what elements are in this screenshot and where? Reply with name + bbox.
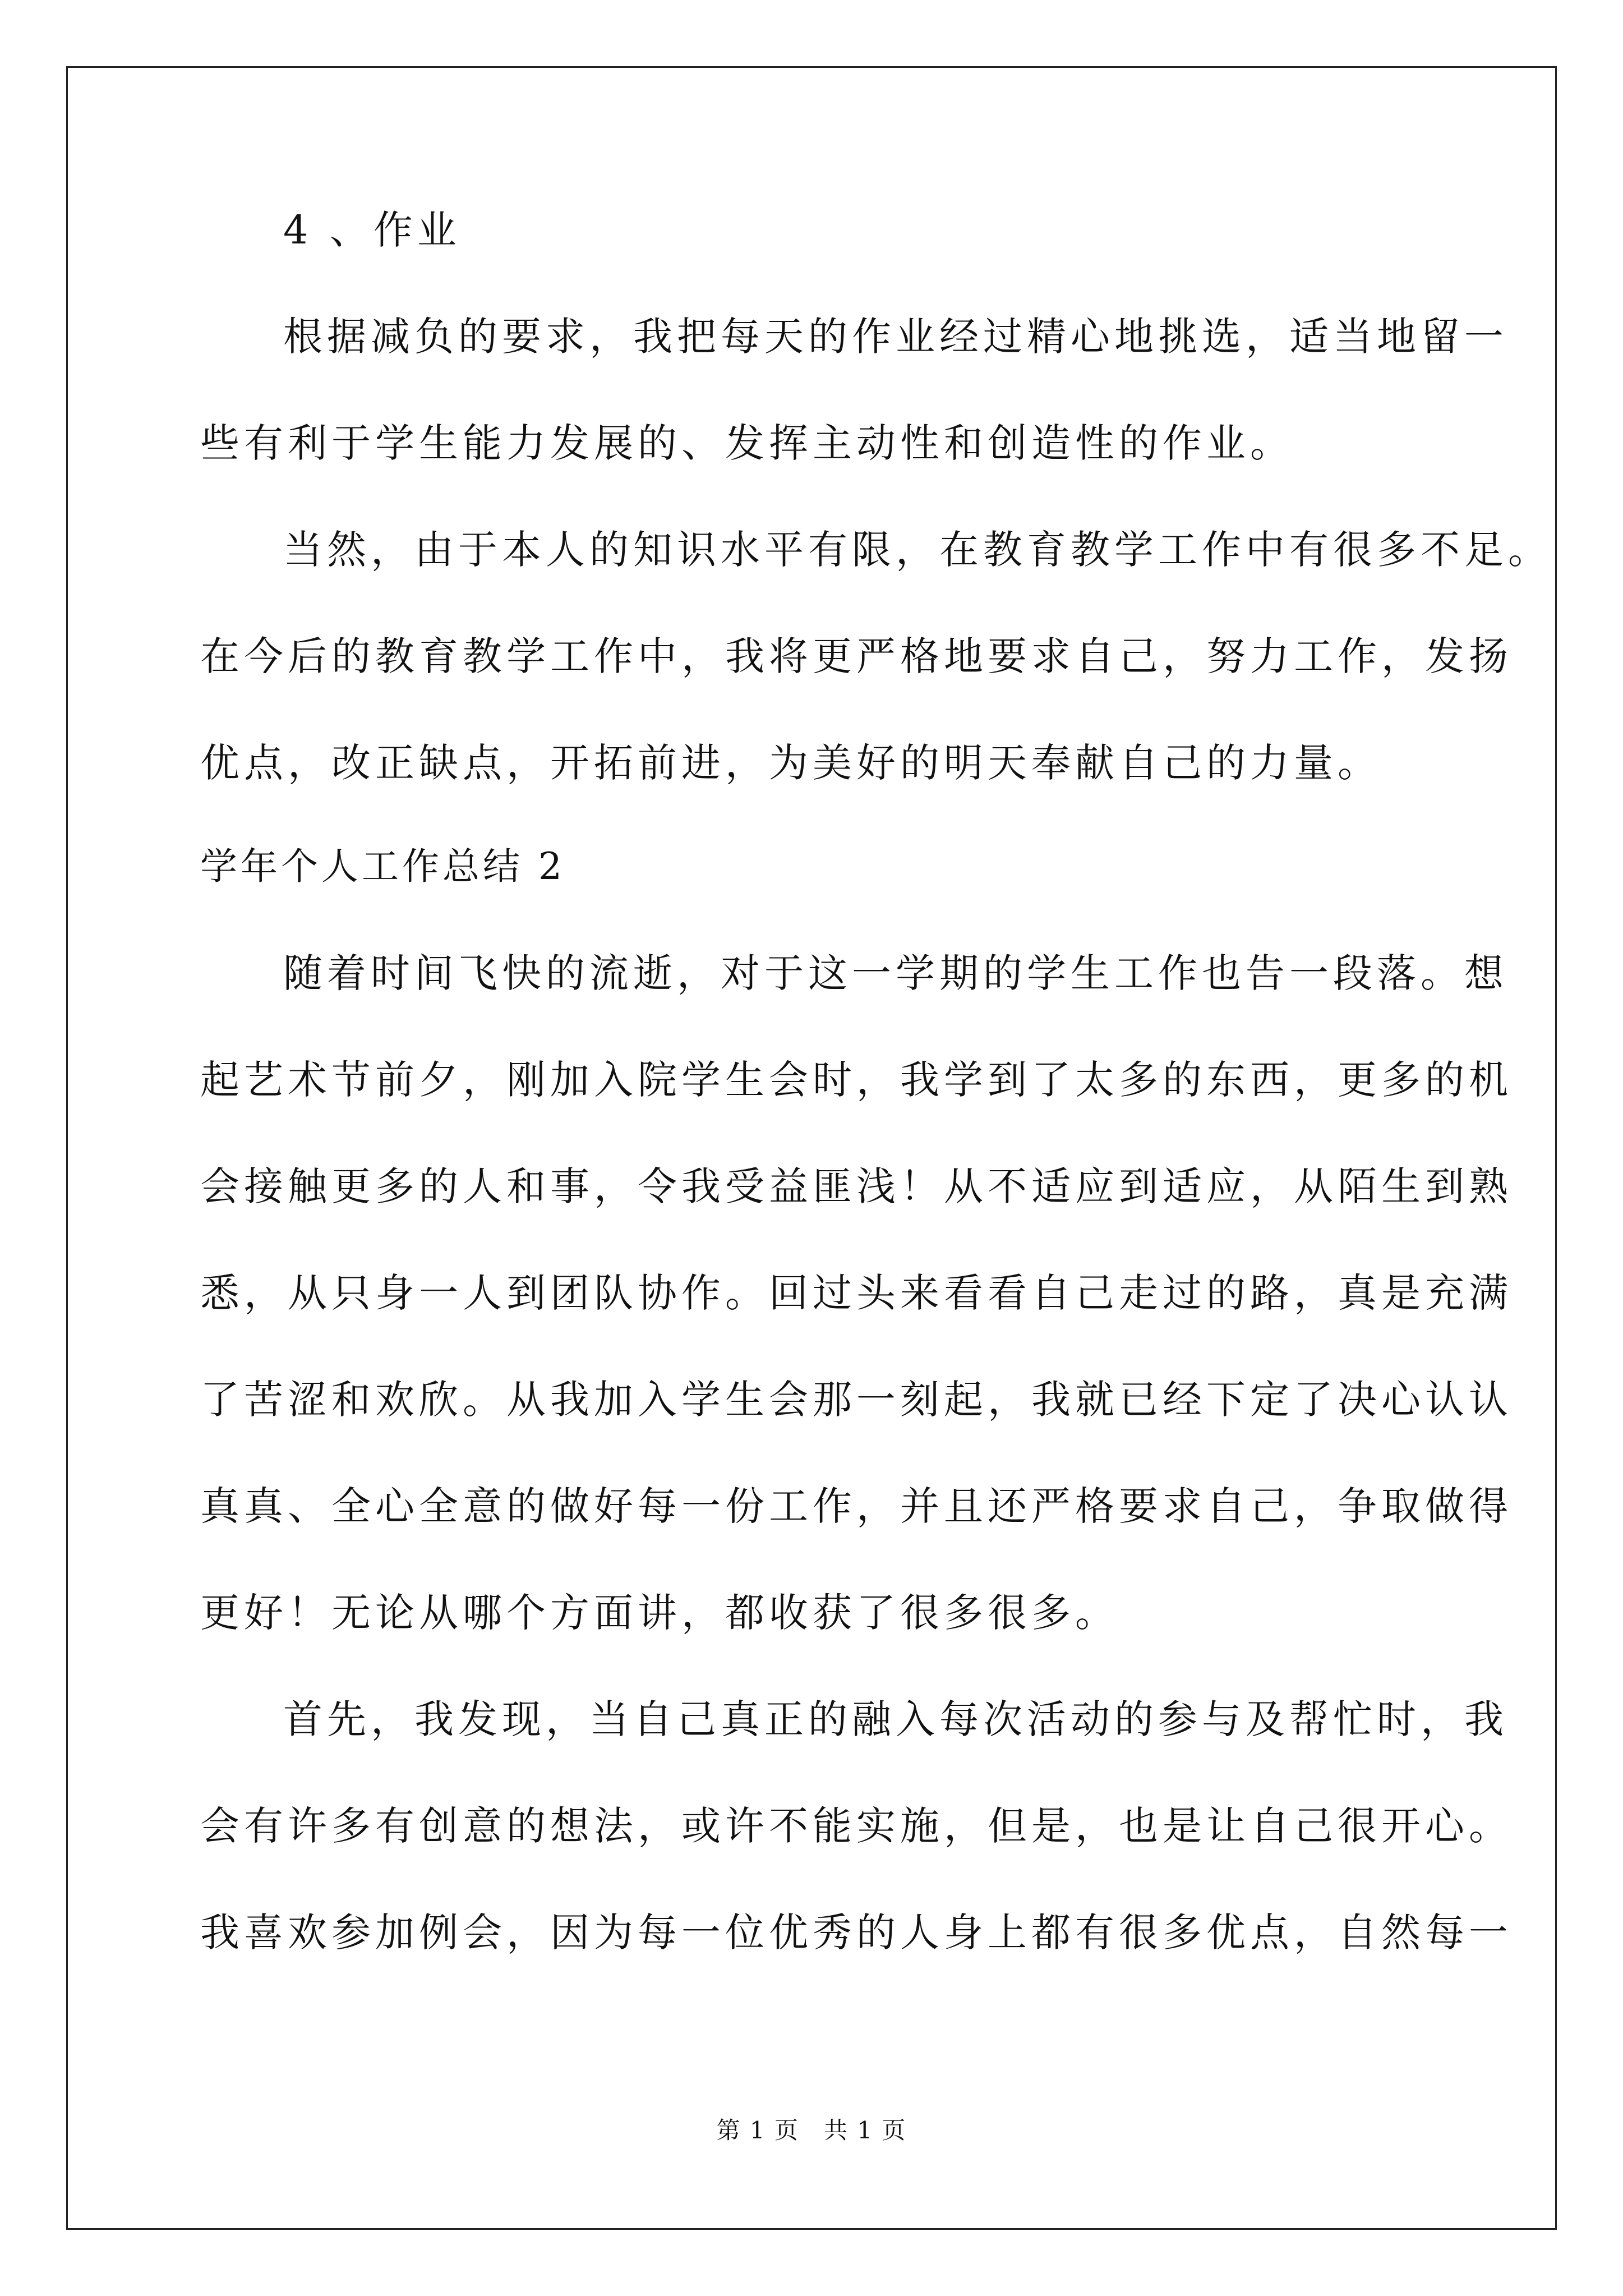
paragraph-line: 会有许多有创意的想法，或许不能实施，但是，也是让自己很开心。	[200, 1803, 1513, 1849]
paragraph-line: 真真、全心全意的做好每一份工作，并且还严格要求自己，争取做得	[200, 1483, 1513, 1529]
paragraph-line: 我喜欢参加例会，因为每一位优秀的人身上都有很多优点，自然每一	[200, 1910, 1513, 1955]
paragraph-line: 更好！无论从哪个方面讲，都收获了很多很多。	[200, 1590, 1119, 1636]
page-footer: 第 1 页 共 1 页	[716, 2116, 907, 2144]
paragraph-line: 在今后的教育教学工作中，我将更严格地要求自己，努力工作，发扬	[200, 633, 1513, 679]
paragraph-line: 首先，我发现，当自己真正的融入每次活动的参与及帮忙时，我	[283, 1696, 1508, 1742]
paragraph-line: 些有利于学生能力发展的、发挥主动性和创造性的作业。	[200, 420, 1294, 466]
paragraph-line: 当然，由于本人的知识水平有限，在教育教学工作中有很多不足。	[283, 527, 1552, 573]
section-heading: 学年个人工作总结 2	[200, 845, 565, 888]
paragraph-line: 根据减负的要求，我把每天的作业经过精心地挑选，适当地留一	[283, 314, 1508, 360]
paragraph-line: 悉，从只身一人到团队协作。回过头来看看自己走过的路，真是充满	[200, 1270, 1513, 1316]
section-number: 4 、作业	[283, 207, 461, 253]
paragraph-line: 会接触更多的人和事，令我受益匪浅！从不适应到适应，从陌生到熟	[200, 1163, 1513, 1209]
paragraph-line: 优点，改正缺点，开拓前进，为美好的明天奉献自己的力量。	[200, 740, 1381, 786]
paragraph-line: 起艺术节前夕，刚加入院学生会时，我学到了太多的东西，更多的机	[200, 1057, 1513, 1103]
paragraph-line: 了苦涩和欢欣。从我加入学生会那一刻起，我就已经下定了决心认认	[200, 1377, 1513, 1423]
paragraph-line: 随着时间飞快的流逝，对于这一学期的学生工作也告一段落。想	[283, 950, 1508, 996]
